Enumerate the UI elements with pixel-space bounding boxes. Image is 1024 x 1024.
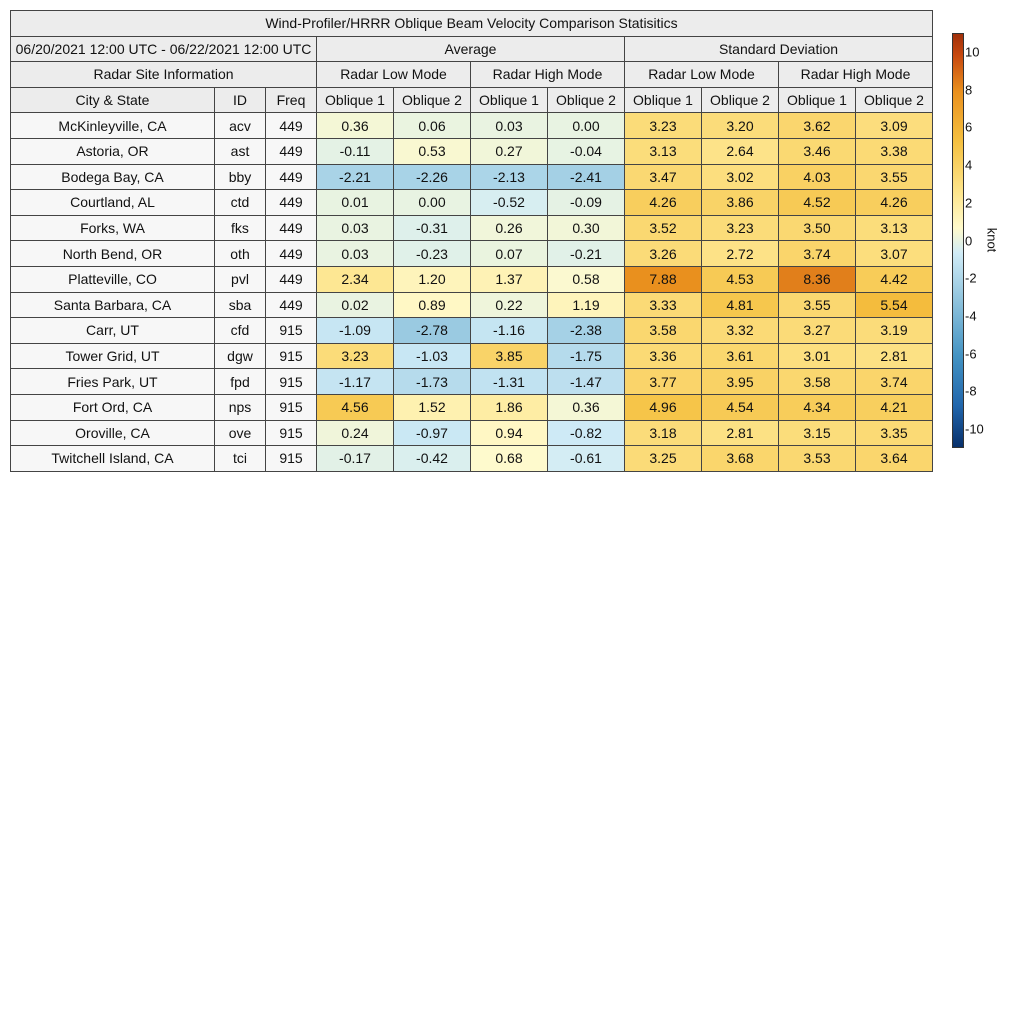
- value-cell: 3.55: [779, 292, 856, 318]
- table-row: [11, 394, 933, 420]
- site-freq: 915: [266, 343, 317, 369]
- table-row: [11, 318, 933, 344]
- site-freq: 449: [266, 241, 317, 267]
- site-city: Forks, WA: [11, 215, 215, 241]
- site-city: North Bend, OR: [11, 241, 215, 267]
- value-cell: 0.58: [548, 266, 625, 292]
- value-cell: 4.54: [702, 394, 779, 420]
- site-city: Twitchell Island, CA: [11, 446, 215, 472]
- site-city: Fort Ord, CA: [11, 394, 215, 420]
- colorbar-tick-label: 0: [965, 233, 973, 248]
- value-cell: -0.97: [394, 420, 471, 446]
- value-cell: 4.81: [702, 292, 779, 318]
- site-freq: 449: [266, 138, 317, 164]
- value-cell: 3.26: [625, 241, 702, 267]
- colorbar-tick-label: 8: [965, 82, 973, 98]
- value-cell: 0.00: [548, 113, 625, 139]
- value-cell: 0.01: [317, 190, 394, 216]
- mode-header: Radar Low Mode: [317, 62, 471, 88]
- colorbar-tick-label: 6: [965, 119, 973, 135]
- column-header: Oblique 1: [317, 87, 394, 113]
- table-row: [11, 292, 933, 318]
- value-cell: -0.31: [394, 215, 471, 241]
- value-cell: 3.25: [625, 446, 702, 472]
- value-cell: 3.68: [702, 446, 779, 472]
- value-cell: -2.21: [317, 164, 394, 190]
- value-cell: 4.96: [625, 394, 702, 420]
- colorbar-tick-label: 10: [965, 44, 980, 60]
- value-cell: 0.07: [471, 241, 548, 267]
- site-id: tci: [215, 446, 266, 472]
- colorbar-tick-label: -2: [965, 270, 977, 286]
- value-cell: 0.24: [317, 420, 394, 446]
- value-cell: 3.55: [856, 164, 933, 190]
- value-cell: 3.52: [625, 215, 702, 241]
- value-cell: 3.35: [856, 420, 933, 446]
- value-cell: -1.16: [471, 318, 548, 344]
- site-city: Santa Barbara, CA: [11, 292, 215, 318]
- value-cell: 4.26: [856, 190, 933, 216]
- site-freq: 449: [266, 292, 317, 318]
- value-cell: 3.58: [779, 369, 856, 395]
- value-cell: 3.38: [856, 138, 933, 164]
- table-row: [11, 113, 933, 139]
- value-cell: 0.26: [471, 215, 548, 241]
- value-cell: 0.02: [317, 292, 394, 318]
- value-cell: 3.62: [779, 113, 856, 139]
- colorbar-tick-label: -8: [965, 383, 977, 399]
- value-cell: 0.03: [317, 241, 394, 267]
- table-row: [11, 369, 933, 395]
- value-cell: 3.86: [702, 190, 779, 216]
- value-cell: 2.81: [856, 343, 933, 369]
- value-cell: 4.42: [856, 266, 933, 292]
- site-freq: 915: [266, 318, 317, 344]
- colorbar: [952, 33, 964, 448]
- colorbar-tick-label: -6: [965, 346, 977, 362]
- value-cell: 3.33: [625, 292, 702, 318]
- value-cell: 4.34: [779, 394, 856, 420]
- site-freq: 449: [266, 164, 317, 190]
- site-id: nps: [215, 394, 266, 420]
- value-cell: 0.03: [317, 215, 394, 241]
- value-cell: 4.03: [779, 164, 856, 190]
- value-cell: -0.09: [548, 190, 625, 216]
- site-freq: 915: [266, 420, 317, 446]
- value-cell: -2.78: [394, 318, 471, 344]
- group-header-std-dev: Standard Deviation: [625, 36, 933, 62]
- site-freq: 449: [266, 190, 317, 216]
- column-header: Oblique 2: [394, 87, 471, 113]
- stats-table: [10, 10, 933, 472]
- value-cell: 0.03: [471, 113, 548, 139]
- colorbar-tick-label: 4: [965, 157, 973, 173]
- site-id: sba: [215, 292, 266, 318]
- value-cell: 4.53: [702, 266, 779, 292]
- value-cell: 0.89: [394, 292, 471, 318]
- value-cell: 3.32: [702, 318, 779, 344]
- value-cell: 3.23: [625, 113, 702, 139]
- value-cell: 3.23: [702, 215, 779, 241]
- site-id: dgw: [215, 343, 266, 369]
- value-cell: 4.26: [625, 190, 702, 216]
- value-cell: 3.36: [625, 343, 702, 369]
- value-cell: -0.42: [394, 446, 471, 472]
- site-city: Fries Park, UT: [11, 369, 215, 395]
- value-cell: 2.72: [702, 241, 779, 267]
- table-row: [11, 266, 933, 292]
- value-cell: -0.52: [471, 190, 548, 216]
- value-cell: 0.36: [317, 113, 394, 139]
- column-header: Oblique 2: [702, 87, 779, 113]
- value-cell: -1.73: [394, 369, 471, 395]
- site-city: McKinleyville, CA: [11, 113, 215, 139]
- column-header: City & State: [11, 87, 215, 113]
- value-cell: 3.19: [856, 318, 933, 344]
- value-cell: -2.26: [394, 164, 471, 190]
- value-cell: 3.27: [779, 318, 856, 344]
- value-cell: 3.47: [625, 164, 702, 190]
- table-row: [11, 343, 933, 369]
- site-id: ast: [215, 138, 266, 164]
- site-id: cfd: [215, 318, 266, 344]
- table-row: [11, 446, 933, 472]
- colorbar-label: knot: [984, 227, 1000, 253]
- value-cell: 2.34: [317, 266, 394, 292]
- value-cell: 4.21: [856, 394, 933, 420]
- value-cell: 4.52: [779, 190, 856, 216]
- value-cell: -1.31: [471, 369, 548, 395]
- site-city: Oroville, CA: [11, 420, 215, 446]
- value-cell: 3.20: [702, 113, 779, 139]
- value-cell: 2.64: [702, 138, 779, 164]
- value-cell: 0.27: [471, 138, 548, 164]
- column-header: Oblique 1: [471, 87, 548, 113]
- value-cell: 0.00: [394, 190, 471, 216]
- site-id: fpd: [215, 369, 266, 395]
- value-cell: 3.64: [856, 446, 933, 472]
- table-row: [11, 138, 933, 164]
- value-cell: 0.30: [548, 215, 625, 241]
- value-cell: 3.09: [856, 113, 933, 139]
- site-freq: 449: [266, 266, 317, 292]
- table-row: [11, 420, 933, 446]
- value-cell: 3.53: [779, 446, 856, 472]
- value-cell: 3.13: [625, 138, 702, 164]
- value-cell: -0.11: [317, 138, 394, 164]
- value-cell: 3.77: [625, 369, 702, 395]
- value-cell: 3.85: [471, 343, 548, 369]
- site-freq: 915: [266, 369, 317, 395]
- column-header: Oblique 2: [856, 87, 933, 113]
- value-cell: -1.17: [317, 369, 394, 395]
- value-cell: 3.15: [779, 420, 856, 446]
- mode-header: Radar High Mode: [779, 62, 933, 88]
- site-id: acv: [215, 113, 266, 139]
- site-city: Tower Grid, UT: [11, 343, 215, 369]
- value-cell: -0.23: [394, 241, 471, 267]
- value-cell: 3.95: [702, 369, 779, 395]
- site-city: Platteville, CO: [11, 266, 215, 292]
- table-row: [11, 164, 933, 190]
- site-id: ove: [215, 420, 266, 446]
- value-cell: 3.18: [625, 420, 702, 446]
- value-cell: -0.21: [548, 241, 625, 267]
- site-freq: 449: [266, 113, 317, 139]
- group-header-average: Average: [317, 36, 625, 62]
- colorbar-tick-label: 2: [965, 195, 973, 211]
- column-header: ID: [215, 87, 266, 113]
- value-cell: -0.17: [317, 446, 394, 472]
- value-cell: 3.46: [779, 138, 856, 164]
- column-header: Freq: [266, 87, 317, 113]
- value-cell: 0.53: [394, 138, 471, 164]
- value-cell: -1.09: [317, 318, 394, 344]
- value-cell: -1.75: [548, 343, 625, 369]
- site-id: oth: [215, 241, 266, 267]
- value-cell: 7.88: [625, 266, 702, 292]
- value-cell: -2.13: [471, 164, 548, 190]
- value-cell: 0.22: [471, 292, 548, 318]
- value-cell: 1.86: [471, 394, 548, 420]
- value-cell: 1.20: [394, 266, 471, 292]
- value-cell: 0.68: [471, 446, 548, 472]
- column-header: Oblique 1: [779, 87, 856, 113]
- site-id: ctd: [215, 190, 266, 216]
- date-range: 06/20/2021 12:00 UTC - 06/22/2021 12:00 UTC: [11, 36, 317, 62]
- table-row: [11, 241, 933, 267]
- value-cell: -2.38: [548, 318, 625, 344]
- value-cell: 3.02: [702, 164, 779, 190]
- value-cell: -0.61: [548, 446, 625, 472]
- site-id: bby: [215, 164, 266, 190]
- column-header: Oblique 2: [548, 87, 625, 113]
- site-city: Courtland, AL: [11, 190, 215, 216]
- value-cell: 2.81: [702, 420, 779, 446]
- site-id: pvl: [215, 266, 266, 292]
- value-cell: 3.58: [625, 318, 702, 344]
- table-row: [11, 190, 933, 216]
- value-cell: 0.36: [548, 394, 625, 420]
- column-header: Oblique 1: [625, 87, 702, 113]
- value-cell: 3.50: [779, 215, 856, 241]
- value-cell: 0.94: [471, 420, 548, 446]
- value-cell: 8.36: [779, 266, 856, 292]
- table-title: Wind-Profiler/HRRR Oblique Beam Velocity Comparison Statisitics: [11, 11, 933, 37]
- value-cell: 3.61: [702, 343, 779, 369]
- value-cell: 3.23: [317, 343, 394, 369]
- site-id: fks: [215, 215, 266, 241]
- mode-header: Radar High Mode: [471, 62, 625, 88]
- site-freq: 915: [266, 446, 317, 472]
- value-cell: 1.19: [548, 292, 625, 318]
- mode-header: Radar Low Mode: [625, 62, 779, 88]
- value-cell: 3.13: [856, 215, 933, 241]
- value-cell: 3.01: [779, 343, 856, 369]
- value-cell: 4.56: [317, 394, 394, 420]
- site-city: Carr, UT: [11, 318, 215, 344]
- table-row: [11, 215, 933, 241]
- value-cell: 1.37: [471, 266, 548, 292]
- site-freq: 449: [266, 215, 317, 241]
- value-cell: 0.06: [394, 113, 471, 139]
- site-info-header: Radar Site Information: [11, 62, 317, 88]
- value-cell: 3.07: [856, 241, 933, 267]
- colorbar-tick-label: -4: [965, 308, 977, 324]
- site-city: Astoria, OR: [11, 138, 215, 164]
- value-cell: -0.82: [548, 420, 625, 446]
- value-cell: 3.74: [856, 369, 933, 395]
- value-cell: 1.52: [394, 394, 471, 420]
- value-cell: -1.47: [548, 369, 625, 395]
- value-cell: -2.41: [548, 164, 625, 190]
- site-city: Bodega Bay, CA: [11, 164, 215, 190]
- site-freq: 915: [266, 394, 317, 420]
- value-cell: -1.03: [394, 343, 471, 369]
- value-cell: 5.54: [856, 292, 933, 318]
- value-cell: -0.04: [548, 138, 625, 164]
- colorbar-tick-label: -10: [965, 421, 984, 437]
- value-cell: 3.74: [779, 241, 856, 267]
